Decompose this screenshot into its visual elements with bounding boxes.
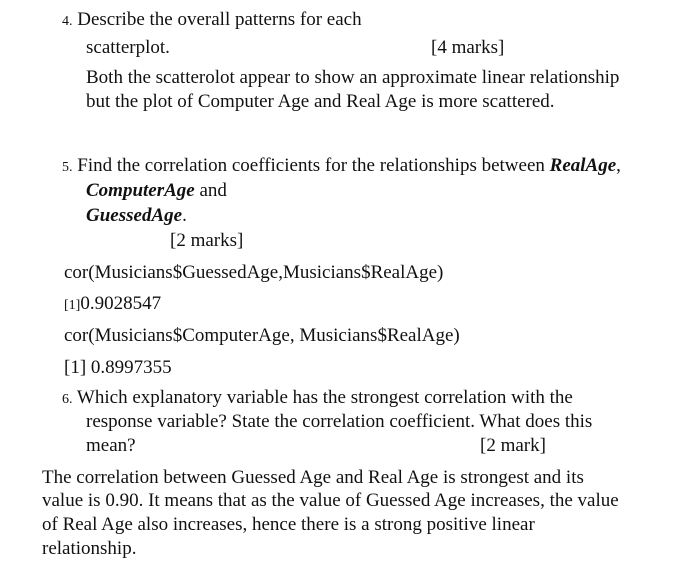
q6-prompt-line1 [62,387,573,411]
q5-output-line2: [1] 0.8997355 [64,357,172,378]
q5-code-line1: cor(Musicians$GuessedAge,Musicians$RealAge) [64,262,444,283]
q5-output1-value: 0.9028547 [80,293,162,314]
q6-answer-line3: of Real Age also increases, hence there is a strong positive linear [42,514,535,535]
q4-answer-line2: but the plot of Computer Age and Real Age is more scattered. [86,91,555,112]
q6-answer-line2: value is 0.90. It means that as the value of Guessed Age increases, the value [42,490,619,511]
q5-marks: [2 marks] [170,230,244,251]
q4-number: 4. [62,14,73,29]
q4-prompt-text1: Describe the overall patterns for each [77,9,362,30]
q6-number: 6. [62,392,73,407]
q4-answer-line1: Both the scatterolot appear to show an approximate linear relationship [86,67,620,88]
q6-marks: [2 mark] [480,435,546,456]
q5-output1-index: [1] [64,298,81,313]
q6-prompt-line2: response variable? State the correlation coefficient. What does this [86,411,593,432]
q4-prompt-line1 [62,9,362,33]
q6-answer-line4: relationship. [42,538,137,559]
q5-term-realage: RealAge [549,155,617,176]
q5-period: . [182,205,187,226]
q4-marks: [4 marks] [431,37,505,58]
q6-answer-line1: The correlation between Guessed Age and Real Age is strongest and its [42,467,584,488]
q5-prompt-line1 [62,155,621,179]
q5-prompt-text1: Find the correlation coefficients for the relationships between [77,155,550,176]
q5-term-computerage: ComputerAge [86,180,195,201]
q5-number: 5. [62,160,73,175]
q5-comma: , [616,155,621,176]
q5-and: and [194,180,227,201]
q5-output-line1 [64,293,161,317]
q4-prompt-line2: scatterplot. [86,37,170,58]
q5-prompt-line2 [86,180,227,202]
q6-prompt-text1: Which explanatory variable has the strongest correlation with the [76,387,573,408]
q5-code-line2: cor(Musicians$ComputerAge, Musicians$RealAge) [64,325,460,346]
q6-prompt-line3: mean? [86,435,136,456]
q5-term-guessedage: GuessedAge [86,205,183,226]
q5-prompt-line3 [86,205,187,227]
